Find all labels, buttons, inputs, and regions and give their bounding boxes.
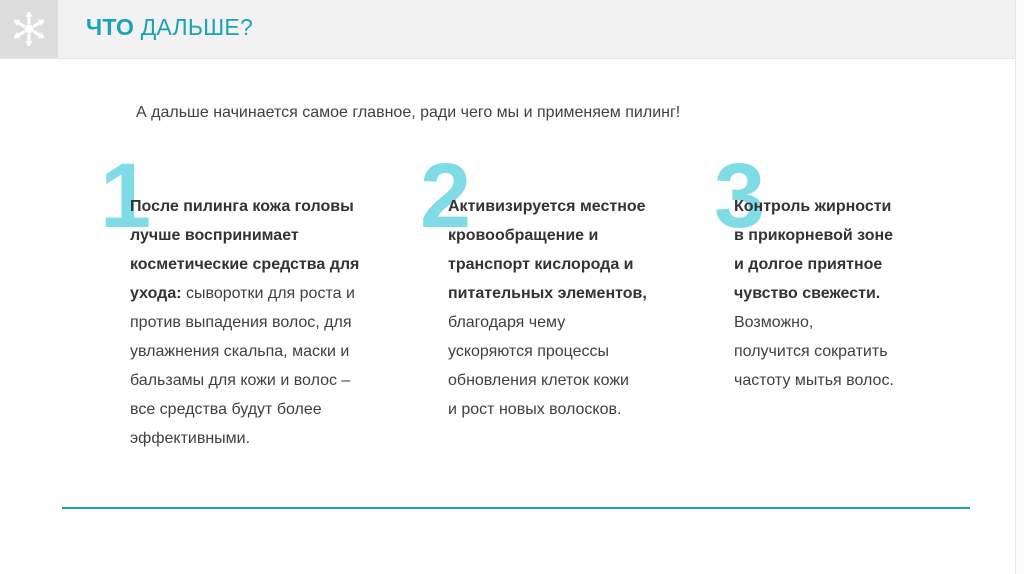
bottom-divider xyxy=(62,507,970,509)
intro-text: А дальше начинается самое главное, ради чего мы и применяем пилинг! xyxy=(136,104,681,121)
logo xyxy=(0,0,58,58)
normal-line: получится сократить xyxy=(734,343,888,360)
bold-line: косметические средства для xyxy=(130,256,360,273)
slide-edge xyxy=(1015,0,1024,574)
normal-line: благодаря чему xyxy=(448,314,566,331)
normal-line: частоту мытья волос. xyxy=(734,372,894,389)
title-bold: ЧТО xyxy=(86,14,135,40)
bold-line: Активизируется местное xyxy=(448,198,646,215)
bold-line: чувство свежести. xyxy=(734,285,881,302)
column-number: 3 xyxy=(714,145,766,247)
column-number: 1 xyxy=(100,145,152,247)
normal-line: ускоряются процессы xyxy=(448,343,610,360)
bold-line: лучше воспринимает xyxy=(130,227,299,244)
normal-line: все средства будут более xyxy=(130,401,322,418)
normal-line: против выпадения волос, для xyxy=(130,314,352,331)
normal-inline: сыворотки для роста и xyxy=(181,285,355,302)
normal-line: бальзамы для кожи и волос – xyxy=(130,372,351,389)
bold-line: питательных элементов, xyxy=(448,285,647,302)
bold-line: в прикорневой зоне xyxy=(734,227,894,244)
bold-line: После пилинга кожа головы xyxy=(130,198,354,215)
bold-line: Контроль жирности xyxy=(734,198,892,215)
page-title xyxy=(86,14,253,41)
normal-line: эффективными. xyxy=(130,430,251,447)
normal-line: обновления клеток кожи xyxy=(448,372,629,389)
header-bar xyxy=(0,0,1016,59)
bold-line: ухода: xyxy=(130,285,182,302)
bold-line: транспорт кислорода и xyxy=(448,256,634,273)
normal-line: и рост новых волосков. xyxy=(448,401,622,418)
column-text xyxy=(130,192,410,453)
normal-line: увлажнения скальпа, маски и xyxy=(130,343,350,360)
normal-line: Возможно, xyxy=(734,314,814,331)
column-text xyxy=(448,192,698,424)
title-rest: ДАЛЬШЕ? xyxy=(134,14,253,40)
column-number: 2 xyxy=(420,145,472,247)
column-text xyxy=(734,192,954,395)
snowflake-icon xyxy=(9,9,49,49)
bold-line: кровообращение и xyxy=(448,227,599,244)
bold-line: и долгое приятное xyxy=(734,256,883,273)
